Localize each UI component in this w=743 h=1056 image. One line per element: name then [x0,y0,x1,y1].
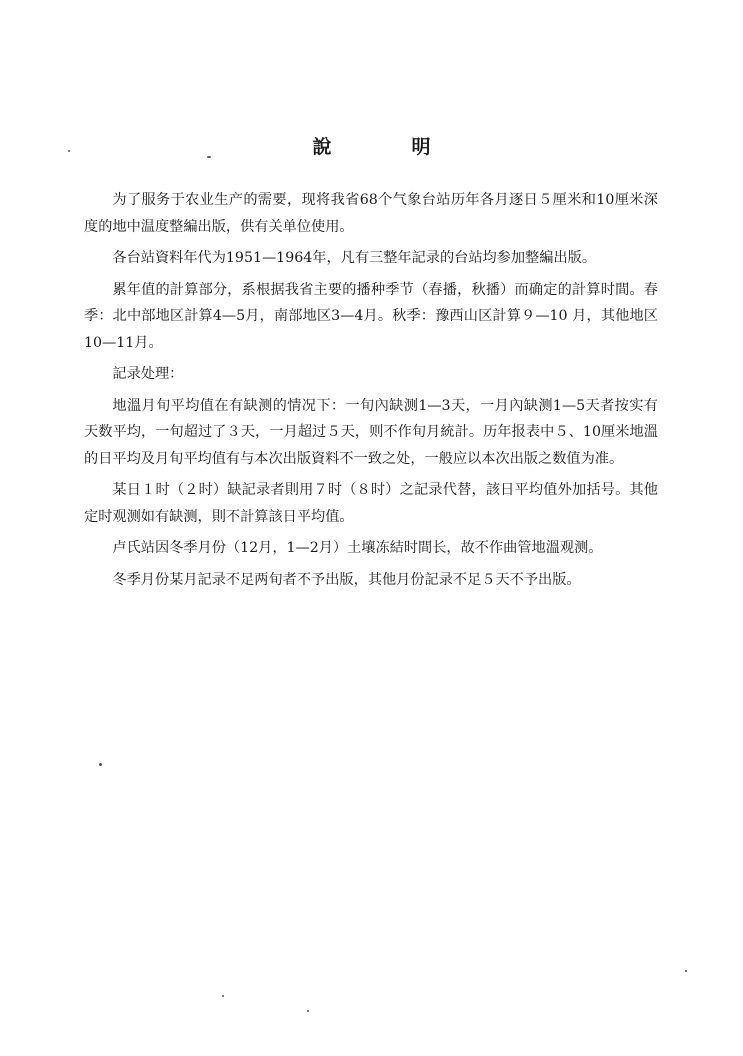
scan-speck [222,995,224,997]
paragraph: 某日１时（２时）缺記录者則用７时（８时）之記录代替，該日平均值外加括号。其他定时观测如有缺测，則不計算該日平均值。 [84,482,658,525]
paragraph: 为了服务于农业生产的需要，现将我省68个气象台站历年各月逐日５厘米和10厘米深度的地中温度整編出版，供有关单位使用。 [84,192,658,235]
paragraph: 累年值的計算部分，系根据我省主要的播种季节（春播，秋播）而确定的計算时間。春季：北中部地区計算4—5月，南部地区3—4月。秋季：豫西山区計算９—10 月，其他地区10—11月。 [84,281,658,351]
document-body [84,187,658,593]
scan-speck [68,150,70,152]
title-char-2: 明 [411,136,431,158]
scan-speck [99,763,102,766]
paragraph: 各台站資料年代为1951—1964年，凡有三整年記录的台站均参加整編出版。 [112,250,597,266]
scan-speck [685,970,687,972]
paragraph: 記录处理： [112,366,184,382]
scan-speck [307,1010,309,1012]
paragraph: 卢氏站因冬季月份（12月，1—2月）土壤冻結时間长，故不作曲管地溫观测。 [112,540,603,556]
page-title [0,132,743,159]
title-char-1: 說 [312,136,332,158]
paragraph: 冬季月份某月記录不足两旬者不予出版，其他月份記录不足５天不予出版。 [112,571,581,588]
paragraph: 地溫月旬平均值在有缺测的情况下：一旬內缺测1—3天，一月內缺测1—5天者按实有天数平均，一旬超过了３天，一月超过５天，则不作旬月統計。历年报表中５、10厘米地溫的日平均及月旬平均值有与本次出版資料不一致之处，一般应以本次出版之数值为准。 [84,397,658,467]
scan-speck [207,156,211,158]
